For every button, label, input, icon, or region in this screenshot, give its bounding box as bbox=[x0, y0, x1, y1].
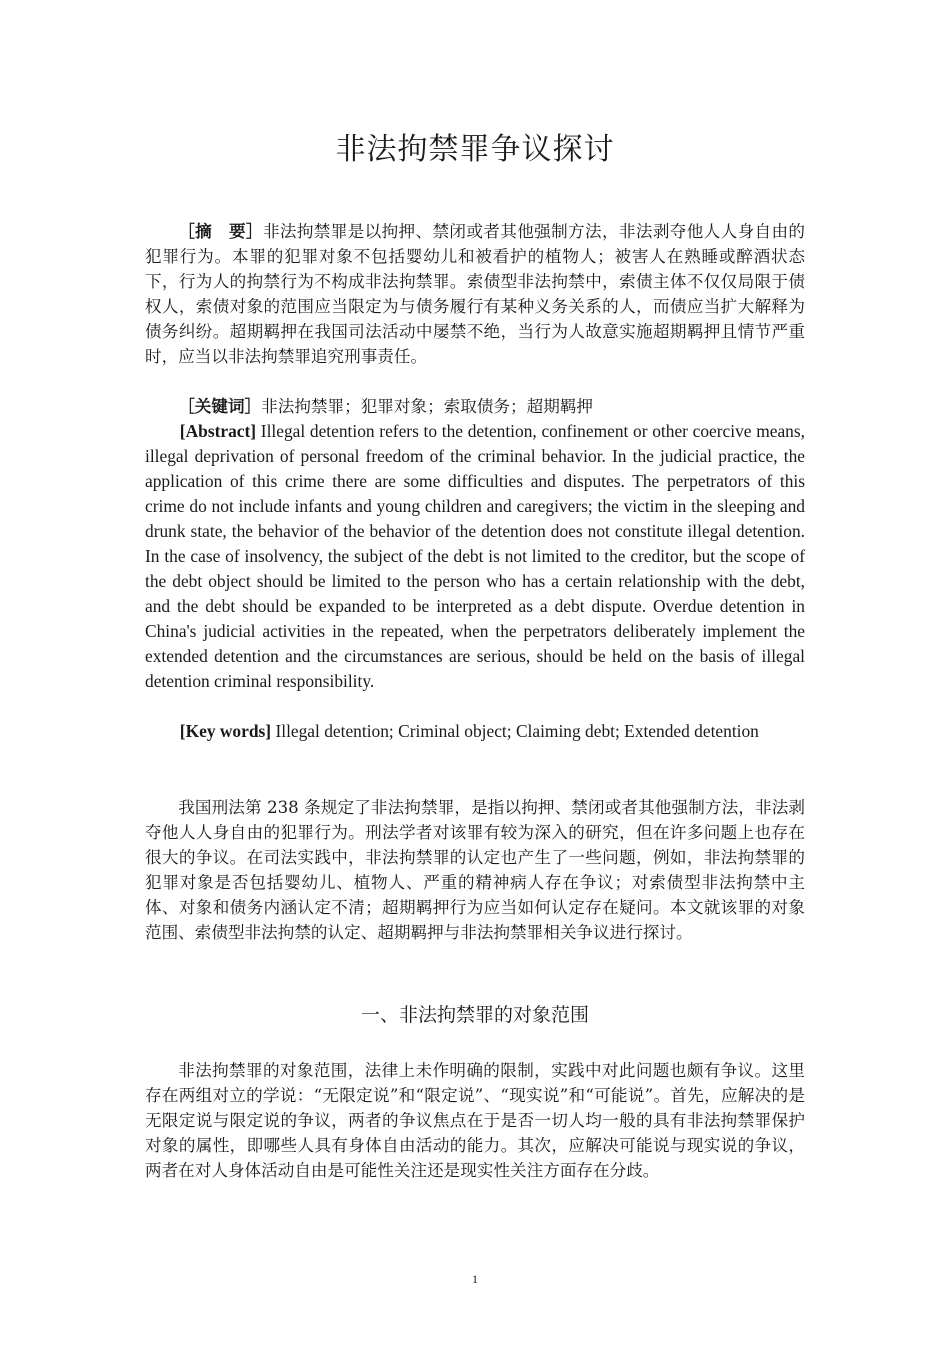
abstract-cn bbox=[145, 219, 805, 369]
keywords-cn bbox=[145, 394, 805, 419]
section-1-heading: 一、非法拘禁罪的对象范围 bbox=[360, 1004, 589, 1026]
document-title: 非法拘禁罪争议探讨 bbox=[335, 132, 615, 167]
keywords-en-text: Illegal detention; Criminal object; Claiming debt; Extended detention bbox=[271, 721, 759, 741]
keywords-cn-label: ［关键词］ bbox=[178, 396, 262, 416]
abstract-en-text: Illegal detention refers to the detention, confinement or other coercive means, illegal deprivation of personal freedom of the criminal behavior. In the judicial practice, the application of this crime there are some difficulties and disputes. The perpetrators of this crime do not include infants and young children and caregivers; the victim in the sleeping and drunk state, the behavior of the behavior of the detention does not constitute illegal detention. In the case of insolvency, the subject of the debt is not limited to the creditor, but the scope of the debt object should be limited to the person who has a certain relationship with the debt, and the debt should be expanded to be interpreted as a debt dispute. Overdue detention in China's judicial activities in the repeated, when the perpetrators deliberately implement the extended detention and the circumstances are serious, should be held on the basis of illegal detention criminal responsibility. bbox=[145, 421, 805, 691]
keywords-en bbox=[145, 719, 805, 744]
intro-paragraph: 我国刑法第 238 条规定了非法拘禁罪，是指以拘押、禁闭或者其他强制方法，非法剥夺他人人身自由的犯罪行为。刑法学者对该罪有较为深入的研究，但在许多问题上也存在很大的争议。在司法实践中，非法拘禁罪的认定也产生了一些问题，例如，非法拘禁罪的犯罪对象是否包括婴幼儿、植物人、严重的精神病人存在争议；对索债型非法拘禁中主体、对象和债务内涵认定不清；超期羁押行为应当如何认定存在疑问。本文就该罪的对象范围、索债型非法拘禁的认定、超期羁押与非法拘禁罪相关争议进行探讨。 bbox=[145, 798, 805, 942]
abstract-en bbox=[145, 419, 805, 694]
abstract-cn-text: 非法拘禁罪是以拘押、禁闭或者其他强制方法，非法剥夺他人人身自由的犯罪行为。本罪的犯罪对象不包括婴幼儿和被看护的植物人；被害人在熟睡或醉酒状态下，行为人的拘禁行为不构成非法拘禁罪。索债型非法拘禁中，索债主体不仅仅局限于债权人，索债对象的范围应当限定为与债务履行有某种义务关系的人，而债应当扩大解释为债务纠纷。超期羁押在我国司法活动中屡禁不绝，当行为人故意实施超期羁押且情节严重时，应当以非法拘禁罪追究刑事责任。 bbox=[145, 222, 806, 366]
page-number: 1 bbox=[472, 1272, 478, 1286]
section-1-paragraph: 非法拘禁罪的对象范围，法律上未作明确的限制，实践中对此问题也颇有争议。这里存在两组对立的学说：“无限定说”和“限定说”、“现实说”和“可能说”。首先，应解决的是无限定说与限定说的争议，两者的争议焦点在于是否一切人均一般的具有非法拘禁罪保护对象的属性，即哪些人具有身体自由活动的能力。其次，应解决可能说与现实说的争议，两者在对人身体活动自由是可能性关注还是现实性关注方面存在分歧。 bbox=[145, 1061, 805, 1180]
keywords-cn-text: 非法拘禁罪；犯罪对象；索取债务；超期羁押 bbox=[261, 397, 594, 416]
abstract-cn-label: ［摘 要］ bbox=[178, 221, 263, 241]
abstract-en-label: [Abstract] bbox=[179, 421, 257, 441]
keywords-en-label: [Key words] bbox=[179, 721, 272, 741]
